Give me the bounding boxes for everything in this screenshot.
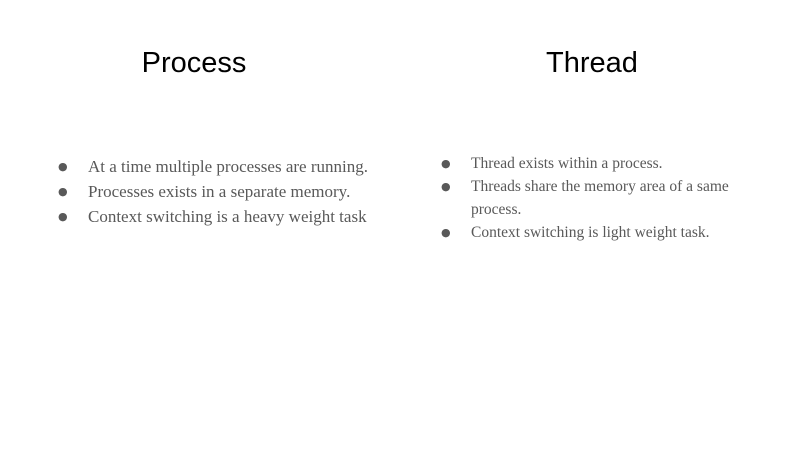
list-item bbox=[58, 154, 398, 179]
bullet-dot-icon: ● bbox=[58, 160, 68, 173]
bullet-text: Processes exists in a separate memory. bbox=[88, 182, 351, 201]
bullet-dot-icon: ● bbox=[58, 185, 68, 198]
list-item bbox=[441, 175, 771, 221]
list-item bbox=[58, 204, 398, 229]
bullet-text: Context switching is a heavy weight task bbox=[88, 207, 367, 226]
bullet-dot-icon: ● bbox=[441, 157, 451, 170]
list-item bbox=[58, 179, 398, 204]
list-item bbox=[441, 221, 771, 244]
bullet-dot-icon: ● bbox=[58, 210, 68, 223]
thread-title: Thread bbox=[546, 47, 638, 79]
list-item bbox=[441, 152, 771, 175]
thread-bullet-list bbox=[441, 152, 771, 244]
bullet-text: At a time multiple processes are running. bbox=[88, 157, 368, 176]
bullet-text: Threads share the memory area of a same process. bbox=[471, 178, 729, 218]
process-title: Process bbox=[141, 47, 247, 79]
process-bullet-list bbox=[58, 154, 398, 229]
bullet-dot-icon: ● bbox=[441, 226, 451, 239]
bullet-dot-icon: ● bbox=[441, 180, 451, 193]
bullet-text: Thread exists within a process. bbox=[471, 155, 663, 172]
bullet-text: Context switching is light weight task. bbox=[471, 224, 710, 241]
